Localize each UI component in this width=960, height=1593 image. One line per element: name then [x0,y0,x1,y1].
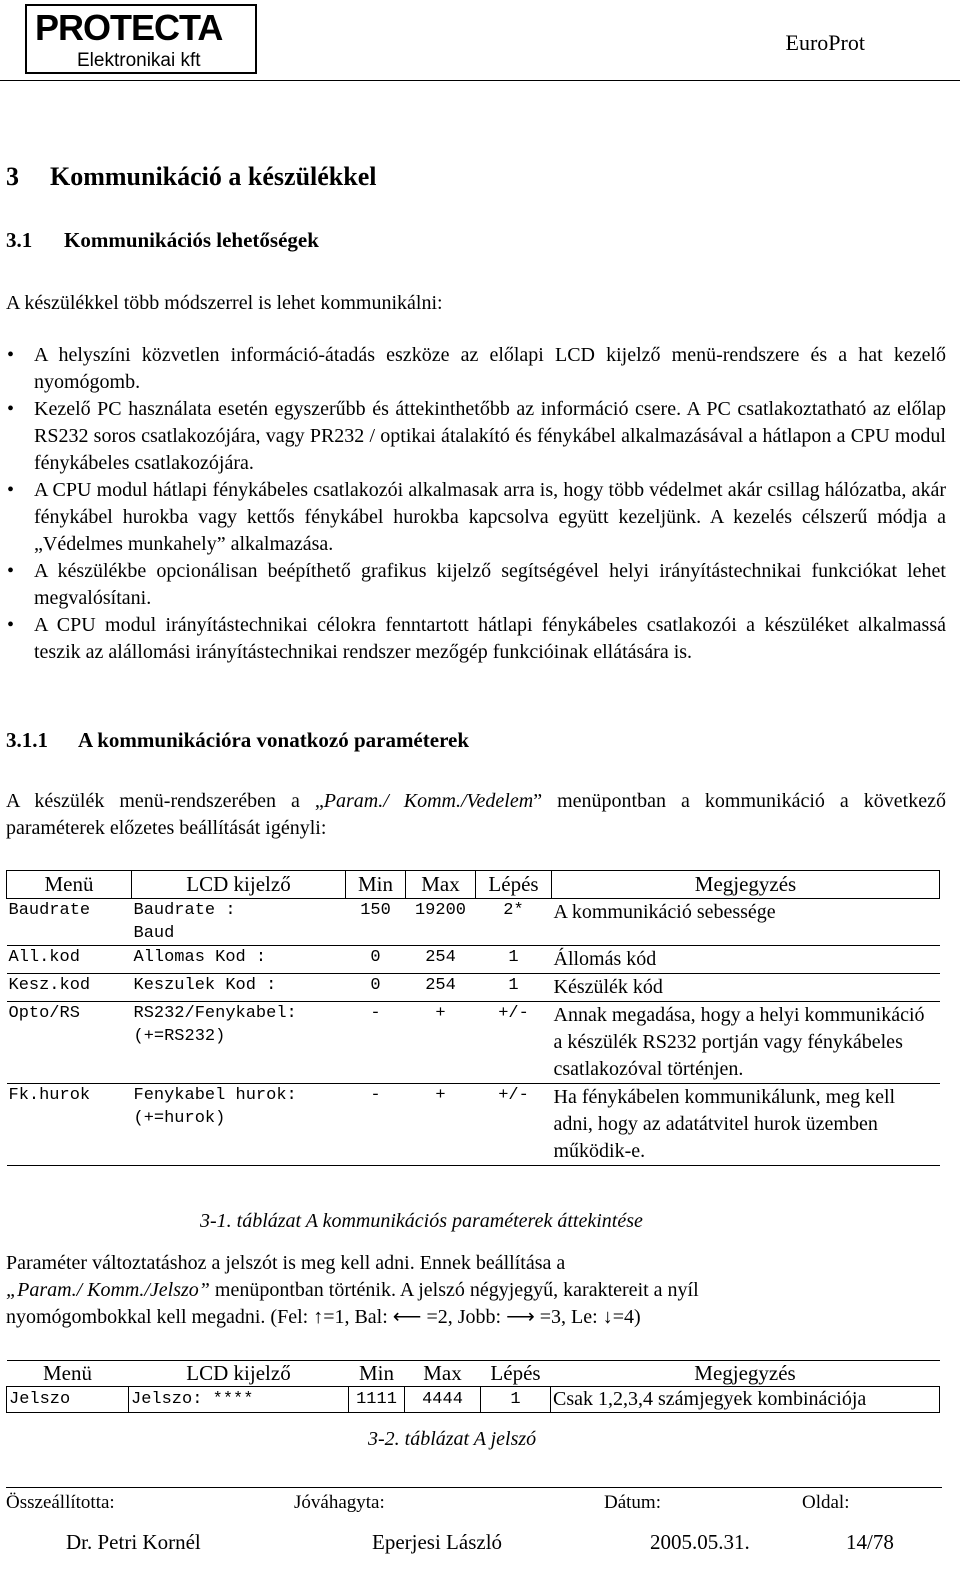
arrow-up-icon: ↑ [313,1306,324,1328]
subsubsection-number: 3.1.1 [6,728,48,752]
table1-caption: 3-1. táblázat A kommunikációs paraméterek áttekintése [200,1210,643,1232]
col-header: Menü [7,871,132,899]
intro-paragraph: A készülékkel több módszerrel is lehet kommunikálni: [6,292,443,314]
bullet-icon: • [7,479,15,501]
col-header: Min [346,871,406,899]
col-header: Megjegyzés [551,1361,940,1387]
list-item: • A CPU modul hátlapi fénykábeles csatlakozói alkalmasak arra is, hogy több védelmet akár csillag hálózatba, akár fénykábel hurokba vagy kettős fénykábel hurokba kapcsolva együtt kezeljünk. A kezelés célszerű módja a „Védelmes munkahely” alkalmazása. [7,479,946,555]
bullet-icon: • [7,398,15,420]
bullet-icon: • [7,614,15,636]
section-title: Kommunikáció a készülékkel [50,162,377,191]
footer-page: 14/78 [846,1530,894,1554]
table-row: Kesz.kod Keszulek Kod : 0 254 1 Készülék kód [7,974,940,1002]
footer-author: Dr. Petri Kornél [66,1530,201,1554]
footer-label: Oldal: [802,1492,850,1513]
footer-label: Jóváhagyta: [294,1492,385,1513]
logo-main-text: PROTECTA [35,7,223,48]
list-item: • A helyszíni közvetlen információ-átadás eszköze az előlapi LCD kijelző menü-rendszere és a hat kezelő nyomógomb. [7,344,946,393]
col-header: Megjegyzés [552,871,940,899]
menu-path: Param./ Komm./Vedelem [323,790,534,812]
footer-label: Dátum: [604,1492,661,1513]
col-header: Lépés [481,1361,551,1387]
product-name: EuroProt [785,30,865,55]
table-row: Jelszo Jelszo: **** 1111 4444 1 Csak 1,2,3,4 számjegyek kombinációja [7,1387,940,1413]
col-header: Max [405,1361,481,1387]
footer-label: Összeállította: [6,1492,115,1513]
col-header: Lépés [476,871,552,899]
bullet-icon: • [7,344,15,366]
bullet-icon: • [7,560,15,582]
list-item: • A készülékbe opcionálisan beépíthető grafikus kijelző segítségével helyi irányítástechnikai funkciókat lehet megvalósítani. [7,560,946,609]
arrow-left-icon: ⟵ [392,1306,422,1328]
logo-sub-text: Elektronikai kft [77,50,201,71]
company-logo [25,4,257,74]
list-item: • A CPU modul irányítástechnikai célokra fenntartott hátlapi fénykábeles csatlakozói a készüléket alkalmassá teszik az alállomási irányítástechnikai rendszer mezőgép funkcióinak ellátására is. [7,614,946,663]
list-item: • Kezelő PC használata esetén egyszerűbb és áttekinthetőbb az információ csere. A PC csatlakoztatható az előlap RS232 soros csatlakozójára, vagy PR232 / optikai átalakító és fénykábel alkalmazásával a hátlapon a CPU modul fénykábeles csatlakozójára. [7,398,946,474]
table-row: Opto/RS RS232/Fenykabel: (+=RS232) - + +/- Annak megadása, hogy a helyi kommunikáció a készülék RS232 portján vagy fénykábeles csatlakozóval történjen. [7,1002,940,1084]
arrow-right-icon: ⟶ [506,1306,535,1328]
subsubsection-title: A kommunikációra vonatkozó paraméterek [78,728,470,752]
col-header: LCD kijelző [132,871,346,899]
col-header: Menü [7,1361,129,1387]
footer-date: 2005.05.31. [650,1530,750,1554]
section-number: 3 [6,162,19,191]
password-table [6,1360,940,1413]
col-header: LCD kijelző [129,1361,349,1387]
footer [6,1487,942,1588]
header-divider [0,80,960,81]
section-heading [6,162,376,192]
parameters-table [6,870,940,1166]
arrow-down-icon: ↓ [602,1306,613,1328]
table-row: Fk.hurok Fenykabel hurok: (+=hurok) - + +/- Ha fénykábelen kommunikálunk, meg kell adni, hogy az adatátvitel hurok üzemben működik-e. [7,1084,940,1166]
col-header: Max [406,871,476,899]
table2-caption: 3-2. táblázat A jelszó [368,1428,537,1450]
password-paragraph: Paraméter változtatáshoz a jelszót is meg kell adni. Ennek beállítása a „Param./ Komm./Jelszo” menüpontban történik. A jelszó négyjegyű, karaktereit a nyíl nyomógombokkal kell megadni. (Fel: ↑=1, Bal: ⟵ =2, Jobb: ⟶ =3, Le: ↓=4) [6,1252,699,1328]
table-row: All.kod Allomas Kod : 0 254 1 Állomás kód [7,946,940,974]
password-menu-path: „Param./ Komm./Jelszo” [6,1279,210,1301]
subsection-title: Kommunikációs lehetőségek [64,228,319,252]
bullet-list [6,342,946,666]
subsection-heading [6,228,319,253]
subsubsection-heading [6,728,469,753]
menu-paragraph: A készülék menü-rendszerében a „Param./ Komm./Vedelem” menüpontban a kommunikáció a következő paraméterek előzetes beállítását igényli: [6,790,946,839]
footer-approver: Eperjesi László [372,1530,503,1554]
col-header: Min [349,1361,405,1387]
subsection-number: 3.1 [6,228,33,252]
table-row: Baudrate Baudrate : Baud 150 19200 2* A kommunikáció sebessége [7,899,940,946]
